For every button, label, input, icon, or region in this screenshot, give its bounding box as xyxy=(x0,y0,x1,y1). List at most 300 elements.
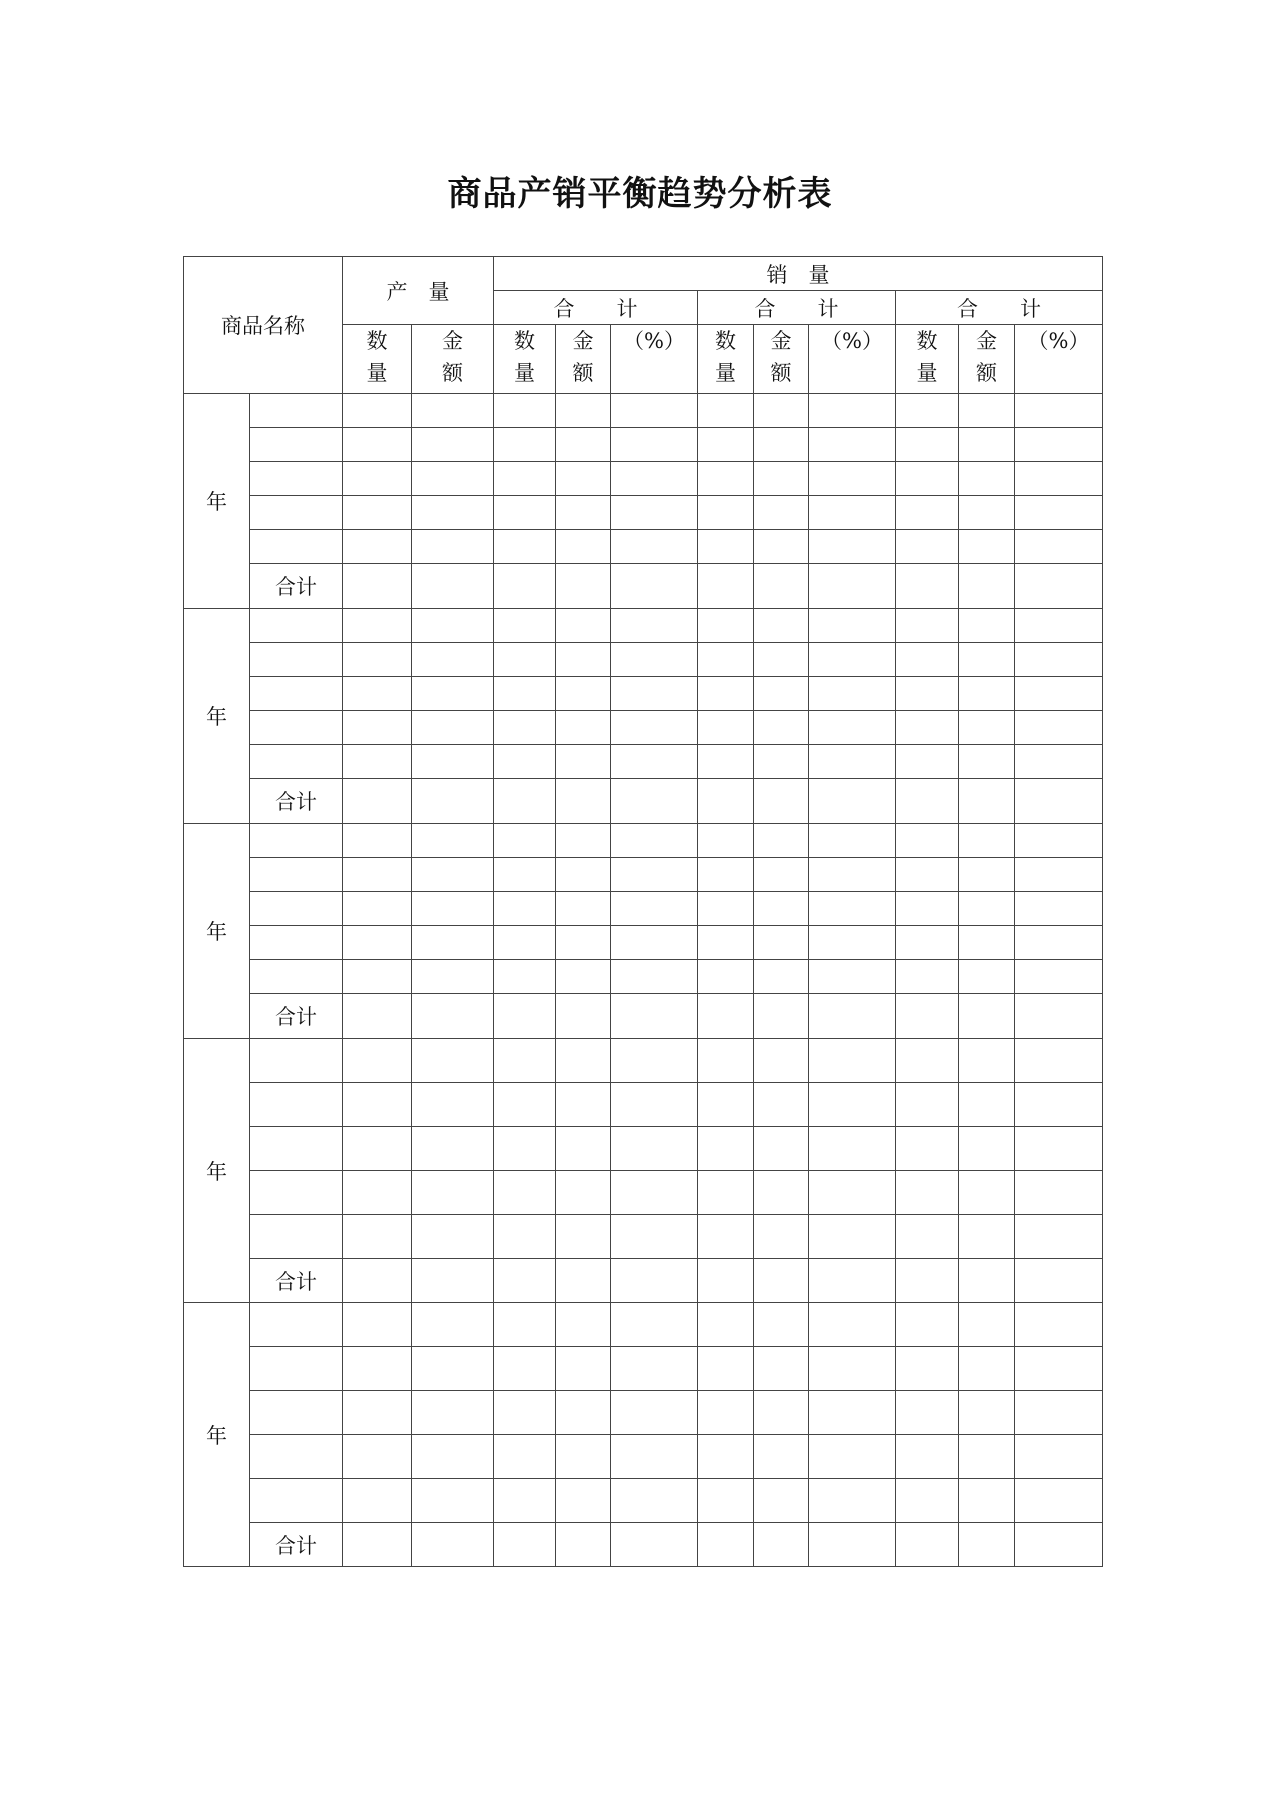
value-cell xyxy=(556,858,611,892)
value-cell xyxy=(896,926,959,960)
value-cell xyxy=(494,1435,556,1479)
value-cell xyxy=(896,496,959,530)
value-cell xyxy=(754,609,809,643)
value-cell xyxy=(343,564,412,609)
percent-header: （%） xyxy=(809,325,896,394)
value-cell xyxy=(959,824,1015,858)
value-cell xyxy=(343,1039,412,1083)
value-cell xyxy=(1015,1039,1103,1083)
year-label: 年 xyxy=(184,394,250,609)
value-cell xyxy=(412,1259,494,1303)
value-cell xyxy=(494,462,556,496)
value-cell xyxy=(896,428,959,462)
value-cell xyxy=(959,609,1015,643)
table-row xyxy=(184,1391,1103,1435)
value-cell xyxy=(611,1083,698,1127)
value-cell xyxy=(556,496,611,530)
value-cell xyxy=(494,858,556,892)
value-cell xyxy=(556,745,611,779)
table-row xyxy=(184,1435,1103,1479)
value-cell xyxy=(754,1391,809,1435)
value-cell xyxy=(1015,779,1103,824)
value-cell xyxy=(809,960,896,994)
value-cell xyxy=(494,994,556,1039)
value-cell xyxy=(412,643,494,677)
product-name-cell xyxy=(250,711,343,745)
value-cell xyxy=(809,1039,896,1083)
value-cell xyxy=(556,960,611,994)
value-cell xyxy=(1015,1171,1103,1215)
value-cell xyxy=(1015,1523,1103,1567)
table-row xyxy=(184,609,1103,643)
value-cell xyxy=(809,643,896,677)
value-cell xyxy=(809,711,896,745)
value-cell xyxy=(556,677,611,711)
value-cell xyxy=(959,1435,1015,1479)
value-cell xyxy=(611,1215,698,1259)
subtotal-header: 合 计 xyxy=(698,291,896,325)
value-cell xyxy=(556,1083,611,1127)
value-cell xyxy=(896,462,959,496)
subtotal-header: 合 计 xyxy=(494,291,698,325)
value-cell xyxy=(611,1171,698,1215)
value-cell xyxy=(754,1083,809,1127)
value-cell xyxy=(754,428,809,462)
value-cell xyxy=(412,711,494,745)
value-cell xyxy=(611,1127,698,1171)
value-cell xyxy=(611,1347,698,1391)
value-cell xyxy=(494,530,556,564)
value-cell xyxy=(698,496,754,530)
value-cell xyxy=(1015,394,1103,428)
product-name-cell xyxy=(250,1347,343,1391)
value-cell xyxy=(896,1479,959,1523)
value-cell xyxy=(343,1479,412,1523)
value-cell xyxy=(494,564,556,609)
value-cell xyxy=(959,1259,1015,1303)
section-total-row xyxy=(184,994,1103,1039)
table-row xyxy=(184,643,1103,677)
product-name-cell xyxy=(250,428,343,462)
value-cell xyxy=(494,711,556,745)
value-cell xyxy=(494,496,556,530)
amount-header: 金 额 xyxy=(412,325,494,394)
table-row xyxy=(184,1215,1103,1259)
value-cell xyxy=(698,1039,754,1083)
value-cell xyxy=(809,677,896,711)
value-cell xyxy=(754,1303,809,1347)
value-cell xyxy=(343,462,412,496)
value-cell xyxy=(412,960,494,994)
value-cell xyxy=(412,1479,494,1523)
value-cell xyxy=(809,394,896,428)
table-row xyxy=(184,892,1103,926)
value-cell xyxy=(896,858,959,892)
value-cell xyxy=(556,564,611,609)
value-cell xyxy=(959,394,1015,428)
value-cell xyxy=(754,858,809,892)
value-cell xyxy=(343,1171,412,1215)
value-cell xyxy=(754,1127,809,1171)
product-name-cell xyxy=(250,1391,343,1435)
total-label: 合计 xyxy=(250,1523,343,1567)
value-cell xyxy=(494,926,556,960)
value-cell xyxy=(698,609,754,643)
product-name-cell xyxy=(250,960,343,994)
value-cell xyxy=(494,1259,556,1303)
value-cell xyxy=(698,1215,754,1259)
value-cell xyxy=(343,745,412,779)
value-cell xyxy=(611,858,698,892)
value-cell xyxy=(412,1171,494,1215)
value-cell xyxy=(1015,1479,1103,1523)
value-cell xyxy=(1015,1347,1103,1391)
value-cell xyxy=(1015,677,1103,711)
value-cell xyxy=(611,926,698,960)
value-cell xyxy=(754,994,809,1039)
value-cell xyxy=(412,1435,494,1479)
product-name-cell xyxy=(250,1127,343,1171)
value-cell xyxy=(1015,858,1103,892)
year-label: 年 xyxy=(184,1039,250,1303)
value-cell xyxy=(556,779,611,824)
value-cell xyxy=(556,711,611,745)
value-cell xyxy=(343,1391,412,1435)
value-cell xyxy=(343,609,412,643)
value-cell xyxy=(959,1523,1015,1567)
value-cell xyxy=(959,711,1015,745)
value-cell xyxy=(494,1171,556,1215)
value-cell xyxy=(343,677,412,711)
value-cell xyxy=(809,530,896,564)
value-cell xyxy=(959,643,1015,677)
value-cell xyxy=(412,892,494,926)
value-cell xyxy=(809,1259,896,1303)
value-cell xyxy=(698,462,754,496)
value-cell xyxy=(959,1039,1015,1083)
value-cell xyxy=(1015,496,1103,530)
value-cell xyxy=(556,530,611,564)
value-cell xyxy=(896,1171,959,1215)
value-cell xyxy=(896,609,959,643)
value-cell xyxy=(896,1347,959,1391)
value-cell xyxy=(556,1259,611,1303)
value-cell xyxy=(809,858,896,892)
qty-header: 数 量 xyxy=(494,325,556,394)
value-cell xyxy=(412,1303,494,1347)
value-cell xyxy=(412,496,494,530)
value-cell xyxy=(754,496,809,530)
value-cell xyxy=(343,530,412,564)
value-cell xyxy=(809,1347,896,1391)
value-cell xyxy=(754,926,809,960)
value-cell xyxy=(698,711,754,745)
production-sales-table xyxy=(183,256,1103,1567)
value-cell xyxy=(698,824,754,858)
value-cell xyxy=(698,394,754,428)
value-cell xyxy=(959,994,1015,1039)
value-cell xyxy=(809,926,896,960)
table-row xyxy=(184,530,1103,564)
percent-header: （%） xyxy=(611,325,698,394)
value-cell xyxy=(412,609,494,643)
value-cell xyxy=(698,677,754,711)
value-cell xyxy=(556,1215,611,1259)
value-cell xyxy=(343,1523,412,1567)
value-cell xyxy=(959,960,1015,994)
value-cell xyxy=(494,1391,556,1435)
value-cell xyxy=(698,779,754,824)
value-cell xyxy=(896,1127,959,1171)
value-cell xyxy=(754,745,809,779)
value-cell xyxy=(959,496,1015,530)
value-cell xyxy=(343,394,412,428)
value-cell xyxy=(698,1347,754,1391)
value-cell xyxy=(1015,892,1103,926)
value-cell xyxy=(809,462,896,496)
value-cell xyxy=(754,1523,809,1567)
value-cell xyxy=(611,1039,698,1083)
value-cell xyxy=(611,462,698,496)
product-name-cell xyxy=(250,1479,343,1523)
section-total-row xyxy=(184,1259,1103,1303)
table-row xyxy=(184,428,1103,462)
product-name-cell xyxy=(250,530,343,564)
value-cell xyxy=(809,1171,896,1215)
value-cell xyxy=(611,960,698,994)
value-cell xyxy=(959,745,1015,779)
product-name-cell xyxy=(250,394,343,428)
value-cell xyxy=(698,745,754,779)
qty-header: 数 量 xyxy=(343,325,412,394)
value-cell xyxy=(698,1523,754,1567)
value-cell xyxy=(809,428,896,462)
value-cell xyxy=(809,1435,896,1479)
value-cell xyxy=(1015,994,1103,1039)
product-name-cell xyxy=(250,926,343,960)
value-cell xyxy=(896,1523,959,1567)
value-cell xyxy=(754,564,809,609)
value-cell xyxy=(611,1435,698,1479)
value-cell xyxy=(343,1303,412,1347)
value-cell xyxy=(1015,824,1103,858)
value-cell xyxy=(754,1039,809,1083)
value-cell xyxy=(754,779,809,824)
value-cell xyxy=(343,926,412,960)
value-cell xyxy=(809,745,896,779)
value-cell xyxy=(896,530,959,564)
value-cell xyxy=(412,1347,494,1391)
value-cell xyxy=(412,1039,494,1083)
value-cell xyxy=(556,824,611,858)
value-cell xyxy=(698,1083,754,1127)
value-cell xyxy=(611,394,698,428)
section-total-row xyxy=(184,564,1103,609)
value-cell xyxy=(896,892,959,926)
product-name-cell xyxy=(250,462,343,496)
table-row xyxy=(184,824,1103,858)
value-cell xyxy=(611,564,698,609)
value-cell xyxy=(698,892,754,926)
value-cell xyxy=(611,1523,698,1567)
value-cell xyxy=(959,1083,1015,1127)
value-cell xyxy=(343,892,412,926)
table-row xyxy=(184,1039,1103,1083)
value-cell xyxy=(494,428,556,462)
table-row xyxy=(184,926,1103,960)
value-cell xyxy=(959,1347,1015,1391)
value-cell xyxy=(698,1259,754,1303)
value-cell xyxy=(1015,530,1103,564)
product-name-cell xyxy=(250,1083,343,1127)
value-cell xyxy=(611,779,698,824)
value-cell xyxy=(556,1391,611,1435)
value-cell xyxy=(754,892,809,926)
amount-header: 金 额 xyxy=(556,325,611,394)
value-cell xyxy=(1015,1215,1103,1259)
value-cell xyxy=(1015,745,1103,779)
value-cell xyxy=(343,960,412,994)
value-cell xyxy=(611,530,698,564)
section-total-row xyxy=(184,779,1103,824)
value-cell xyxy=(556,609,611,643)
value-cell xyxy=(959,530,1015,564)
value-cell xyxy=(343,994,412,1039)
value-cell xyxy=(754,1259,809,1303)
table-row xyxy=(184,1171,1103,1215)
table-row xyxy=(184,858,1103,892)
value-cell xyxy=(494,643,556,677)
value-cell xyxy=(1015,1083,1103,1127)
value-cell xyxy=(412,926,494,960)
value-cell xyxy=(754,1435,809,1479)
amount-header: 金 额 xyxy=(754,325,809,394)
value-cell xyxy=(809,1391,896,1435)
value-cell xyxy=(698,1479,754,1523)
product-name-cell xyxy=(250,1303,343,1347)
value-cell xyxy=(412,1127,494,1171)
value-cell xyxy=(494,609,556,643)
table-row xyxy=(184,745,1103,779)
section-total-row xyxy=(184,1523,1103,1567)
value-cell xyxy=(556,1435,611,1479)
value-cell xyxy=(556,462,611,496)
value-cell xyxy=(698,564,754,609)
value-cell xyxy=(412,1083,494,1127)
value-cell xyxy=(343,1259,412,1303)
value-cell xyxy=(412,1523,494,1567)
value-cell xyxy=(809,609,896,643)
value-cell xyxy=(611,496,698,530)
value-cell xyxy=(343,1347,412,1391)
value-cell xyxy=(611,1391,698,1435)
header-row-1 xyxy=(184,257,1103,291)
value-cell xyxy=(809,1215,896,1259)
value-cell xyxy=(1015,1127,1103,1171)
value-cell xyxy=(896,677,959,711)
value-cell xyxy=(494,960,556,994)
value-cell xyxy=(556,892,611,926)
product-name-cell xyxy=(250,745,343,779)
value-cell xyxy=(698,1435,754,1479)
year-label: 年 xyxy=(184,1303,250,1567)
product-name-cell xyxy=(250,858,343,892)
value-cell xyxy=(809,824,896,858)
subtotal-header: 合 计 xyxy=(896,291,1103,325)
value-cell xyxy=(959,1303,1015,1347)
value-cell xyxy=(343,1215,412,1259)
table-row xyxy=(184,1127,1103,1171)
value-cell xyxy=(896,1303,959,1347)
value-cell xyxy=(959,779,1015,824)
value-cell xyxy=(412,994,494,1039)
value-cell xyxy=(556,1347,611,1391)
value-cell xyxy=(611,1479,698,1523)
total-label: 合计 xyxy=(250,779,343,824)
value-cell xyxy=(494,892,556,926)
table-row xyxy=(184,1347,1103,1391)
product-name-cell xyxy=(250,824,343,858)
value-cell xyxy=(556,1523,611,1567)
product-name-cell xyxy=(250,1435,343,1479)
value-cell xyxy=(1015,609,1103,643)
table-row xyxy=(184,394,1103,428)
value-cell xyxy=(754,677,809,711)
value-cell xyxy=(698,960,754,994)
value-cell xyxy=(343,858,412,892)
table-row xyxy=(184,960,1103,994)
value-cell xyxy=(809,1083,896,1127)
product-name-cell xyxy=(250,496,343,530)
value-cell xyxy=(959,858,1015,892)
product-name-header: 商品名称 xyxy=(184,257,343,394)
value-cell xyxy=(1015,643,1103,677)
value-cell xyxy=(754,960,809,994)
value-cell xyxy=(896,824,959,858)
value-cell xyxy=(896,1435,959,1479)
value-cell xyxy=(809,994,896,1039)
value-cell xyxy=(1015,1435,1103,1479)
value-cell xyxy=(896,643,959,677)
value-cell xyxy=(556,1479,611,1523)
product-name-cell xyxy=(250,609,343,643)
value-cell xyxy=(896,711,959,745)
value-cell xyxy=(896,994,959,1039)
value-cell xyxy=(494,1347,556,1391)
value-cell xyxy=(1015,711,1103,745)
product-name-cell xyxy=(250,643,343,677)
value-cell xyxy=(611,643,698,677)
value-cell xyxy=(494,394,556,428)
product-name-cell xyxy=(250,677,343,711)
value-cell xyxy=(611,824,698,858)
value-cell xyxy=(343,643,412,677)
value-cell xyxy=(809,496,896,530)
value-cell xyxy=(343,496,412,530)
value-cell xyxy=(959,462,1015,496)
value-cell xyxy=(754,711,809,745)
value-cell xyxy=(809,1523,896,1567)
value-cell xyxy=(754,462,809,496)
table-row xyxy=(184,711,1103,745)
value-cell xyxy=(611,994,698,1039)
value-cell xyxy=(896,1083,959,1127)
value-cell xyxy=(412,677,494,711)
table-row xyxy=(184,462,1103,496)
value-cell xyxy=(494,1479,556,1523)
value-cell xyxy=(959,926,1015,960)
product-name-cell xyxy=(250,1171,343,1215)
